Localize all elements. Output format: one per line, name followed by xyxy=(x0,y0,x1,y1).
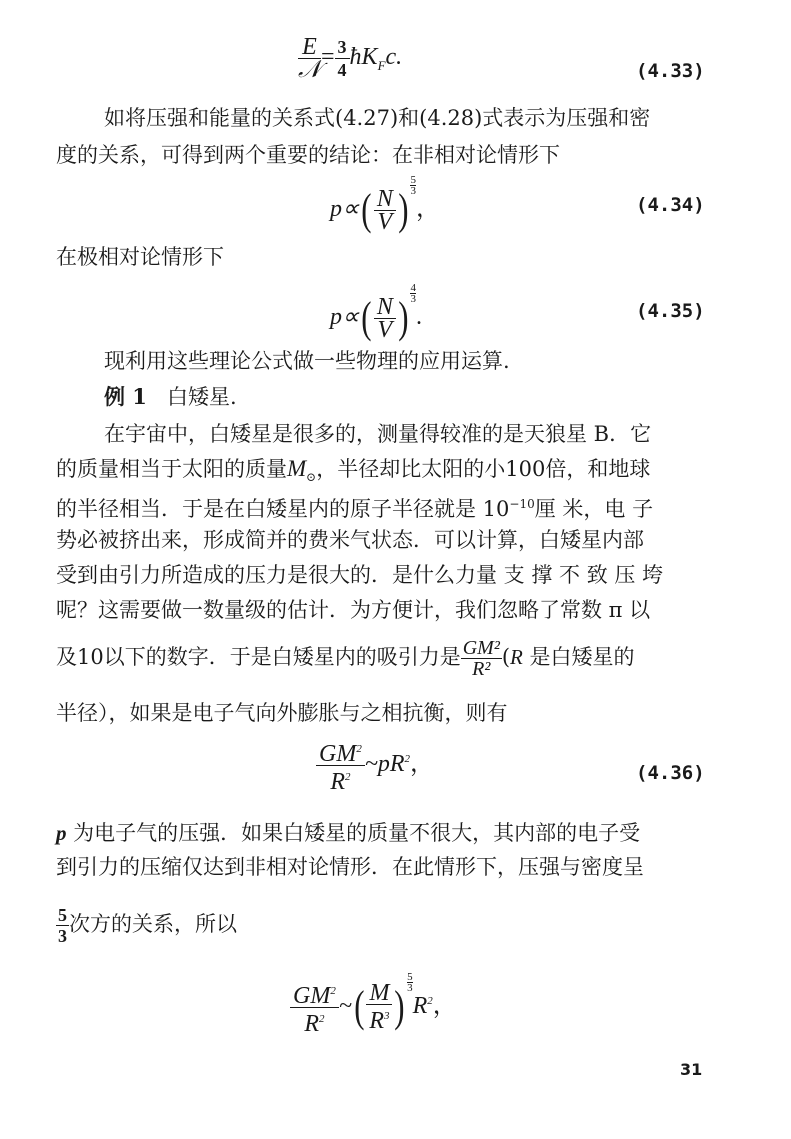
inline-frac-num: GM² xyxy=(462,637,500,659)
paragraph-line: 半径），如果是电子气向外膨胀与之相抗衡，则有 xyxy=(56,701,508,725)
eq-number-4-33: (4.33) xyxy=(636,60,705,82)
equation-4-34: p∝( $\frac{N}{V}$ ) $\frac{5}{3}$ ， xyxy=(330,174,440,235)
paragraph-line: 在极相对论情形下 xyxy=(56,245,224,269)
eqf-tail-var: R xyxy=(412,993,428,1019)
eq436-rhs-sup: 2 xyxy=(404,753,410,766)
eq433-lhs-num: E xyxy=(298,36,321,59)
equation-4-36 xyxy=(316,738,434,793)
eq436-tail: ， xyxy=(409,751,434,778)
eq436-den: R xyxy=(330,769,345,795)
inline-frac-den: R² xyxy=(472,658,491,680)
eqf-exp-bot: 3 xyxy=(407,982,413,994)
eq435-exp-top: 4 xyxy=(410,282,416,294)
text-span: 厘 米，电 子 xyxy=(534,497,654,521)
eqf-exp-top: 5 xyxy=(407,971,413,983)
paragraph-line: 受到由引力所造成的压力是很大的．是什么力量 支 撑 不 致 压 垮 xyxy=(56,563,664,587)
paragraph-line xyxy=(56,638,635,679)
eq433-tail: c. xyxy=(385,44,403,71)
eq434-tail: ， xyxy=(415,196,440,222)
eq436-num: GM xyxy=(319,741,357,767)
paragraph-line xyxy=(56,455,650,491)
eq434-exp-top: 5 xyxy=(410,174,416,186)
paragraph-line xyxy=(56,819,640,847)
eq-number-4-35: (4.35) xyxy=(636,300,705,322)
text-span: ( xyxy=(501,645,511,669)
sun-symbol: ⊙ xyxy=(306,470,317,485)
eqf-den-sup: 2 xyxy=(319,1012,325,1025)
eq435-exp-bot: 3 xyxy=(410,293,416,305)
eq-number-4-36: (4.36) xyxy=(636,762,705,784)
equation-4-33 xyxy=(298,36,402,81)
eqf-in-den-sup: 3 xyxy=(384,1010,390,1023)
eq433-sub: F xyxy=(377,57,386,73)
paragraph-line: 到引力的压缩仅达到非相对论情形．在此情形下，压强与密度呈 xyxy=(56,855,644,879)
eq435-den: V xyxy=(377,316,393,343)
text-span: 次方的关系，所以 xyxy=(69,912,237,936)
text-span: 是白矮星的 xyxy=(522,645,635,669)
exponent: −10 xyxy=(509,497,535,511)
equation-4-35: p∝( $\frac{N}{V}$ ) $\frac{4}{3}$ . xyxy=(330,282,422,343)
eq434-num: N xyxy=(374,188,396,211)
eqf-den: R xyxy=(304,1010,319,1037)
example-heading xyxy=(104,383,237,411)
mass-symbol: M xyxy=(287,456,307,481)
eqf-tail-sup: 2 xyxy=(427,995,433,1007)
eqf-sim: ~ xyxy=(338,993,352,1019)
radius-symbol: R xyxy=(510,645,523,669)
text-span: 及10以下的数字．于是白矮星内的吸引力是 xyxy=(56,645,461,669)
paragraph-line xyxy=(56,905,237,946)
eqf-num-sup: 2 xyxy=(330,984,336,997)
text-span: 为电子气的压强．如果白矮星的质量不很大，其内部的电子受 xyxy=(66,821,641,845)
inline-frac-num: 5 xyxy=(58,905,67,925)
equation-final: $\frac{GM^2}{R^2}$ ~( $\frac{M}{R^3}$ ) $\frac{5}{3}$ $R^2$， xyxy=(290,972,457,1035)
paragraph-line xyxy=(56,490,653,523)
eq435-tail: . xyxy=(415,304,422,330)
eq433-coef-num: 3 xyxy=(335,36,350,59)
text-span: 的质量相当于太阳的质量 xyxy=(56,457,287,481)
eq435-num: N xyxy=(374,296,396,319)
paragraph-line: 在宇宙中，白矮星是很多的，测量得较准的是天狼星 B．它 xyxy=(104,422,652,446)
inline-frac-den: 3 xyxy=(58,926,67,946)
eqf-tail: ， xyxy=(432,993,457,1019)
paragraph-line: 现利用这些理论公式做一些物理的应用运算. xyxy=(104,349,510,373)
eq-number-4-34: (4.34) xyxy=(636,194,705,216)
eq433-coef-den: 4 xyxy=(337,60,347,80)
eq434-exp-bot: 3 xyxy=(410,185,416,197)
paragraph-line: 势必被挤出来，形成简并的费米气状态．可以计算，白矮星内部 xyxy=(56,528,644,552)
eq436-rhs: ~pR xyxy=(364,751,405,778)
pressure-symbol: p xyxy=(56,821,67,845)
page-number: 31 xyxy=(680,1060,703,1079)
eqf-in-den: R xyxy=(369,1008,385,1035)
eq436-num-sup: 2 xyxy=(356,743,362,755)
eq433-body: ħK xyxy=(349,44,378,71)
eq433-lhs-den: 𝒩 xyxy=(298,57,321,83)
example-label: 例 1 xyxy=(104,384,147,409)
text-span: ，半径却比太阳的小100倍，和地球 xyxy=(316,457,651,481)
eq434-lhs: p∝ xyxy=(330,196,360,222)
eq433-equals: = xyxy=(321,44,335,71)
eq434-den: V xyxy=(377,208,393,235)
eqf-in-num: M xyxy=(366,982,392,1005)
eq436-den-sup: 2 xyxy=(345,771,351,783)
paragraph-line: 如将压强和能量的关系式(4.27)和(4.28)式表示为压强和密 xyxy=(104,106,651,130)
text-span: 的半径相当．于是在白矮星内的原子半径就是 10 xyxy=(56,497,510,521)
example-title: 白矮星. xyxy=(166,385,237,409)
eq435-lhs: p∝ xyxy=(330,304,360,330)
paragraph-line: 度的关系，可得到两个重要的结论：在非相对论情形下 xyxy=(56,143,560,167)
eqf-num: GM xyxy=(293,982,331,1009)
paragraph-line: 呢？这需要做一数量级的估计．为方便计，我们忽略了常数 π 以 xyxy=(56,598,651,622)
